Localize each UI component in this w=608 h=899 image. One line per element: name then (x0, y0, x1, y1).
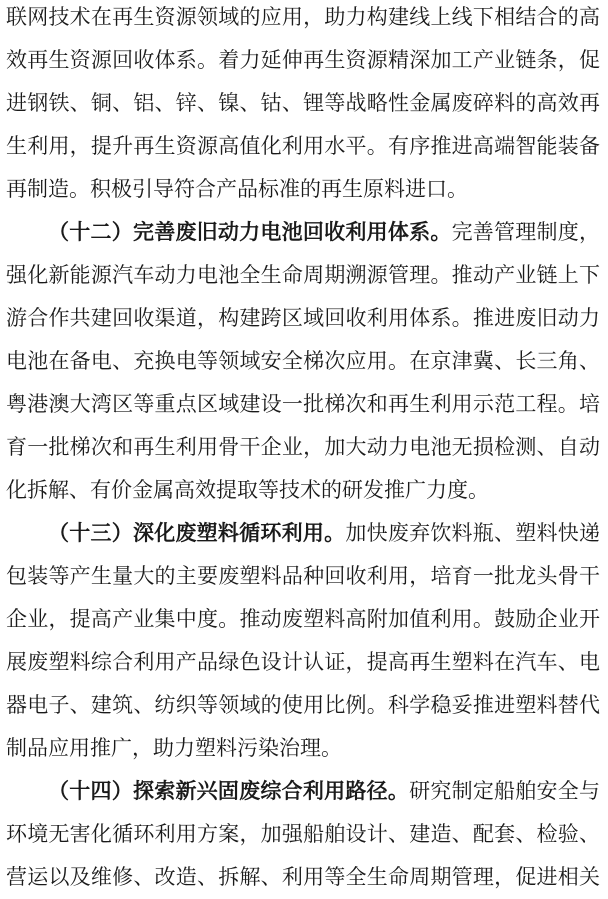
body-text-line: 再制造。积极引导符合产品标准的再生原料进口。 (6, 177, 468, 201)
section-14-first-line (48, 770, 600, 813)
section-14-text: 研究制定船舶安全与 (409, 779, 601, 803)
section-12-text: 完善管理制度， (451, 220, 601, 244)
body-text-line: 包装等产生量大的主要废塑料品种回收利用，培育一批龙头骨干 (6, 564, 600, 588)
body-text-line: 效再生资源回收体系。着力延伸再生资源精深加工产业链条，促 (6, 48, 600, 72)
body-text-line: 游合作共建回收渠道，构建跨区域回收利用体系。推进废旧动力 (6, 306, 600, 330)
section-14-heading: （十四）探索新兴固废综合利用路径。 (48, 779, 410, 803)
body-text-line: 器电子、建筑、纺织等领域的使用比例。科学稳妥推进塑料替代 (6, 693, 600, 717)
body-text-line: 强化新能源汽车动力电池全生命周期溯源管理。推动产业链上下 (6, 263, 600, 287)
body-text-line: 育一批梯次和再生利用骨干企业，加大动力电池无损检测、自动 (6, 435, 600, 459)
body-text-line: 营运以及维修、改造、拆解、利用等全生命周期管理，促进相关 (6, 865, 600, 889)
body-text-line: 进钢铁、铜、铝、锌、镍、钴、锂等战略性金属废碎料的高效再 (6, 91, 600, 115)
body-text-line: 制品应用推广，助力塑料污染治理。 (6, 736, 342, 760)
body-text-line: 联网技术在再生资源领域的应用，助力构建线上线下相结合的高 (6, 5, 600, 29)
body-text-line: 企业，提高产业集中度。推动废塑料高附加值利用。鼓励企业开 (6, 607, 600, 631)
section-13-heading: （十三）深化废塑料循环利用。 (48, 521, 346, 545)
section-12-heading: （十二）完善废旧动力电池回收利用体系。 (48, 220, 452, 244)
body-text-line: 展废塑料综合利用产品绿色设计认证，提高再生塑料在汽车、电 (6, 650, 600, 674)
section-12-first-line (48, 211, 600, 254)
section-13-text: 加快废弃饮料瓶、塑料快递 (345, 521, 600, 545)
body-text-line: 化拆解、有价金属高效提取等技术的研发推广力度。 (6, 478, 489, 502)
body-text-line: 电池在备电、充换电等领域安全梯次应用。在京津冀、长三角、 (6, 349, 600, 373)
body-text-line: 生利用，提升再生资源高值化利用水平。有序推进高端智能装备 (6, 134, 600, 158)
body-text-line: 粤港澳大湾区等重点区域建设一批梯次和再生利用示范工程。培 (6, 392, 600, 416)
body-text-line: 环境无害化循环利用方案，加强船舶设计、建造、配套、检验、 (6, 822, 600, 846)
section-13-first-line (48, 512, 600, 555)
